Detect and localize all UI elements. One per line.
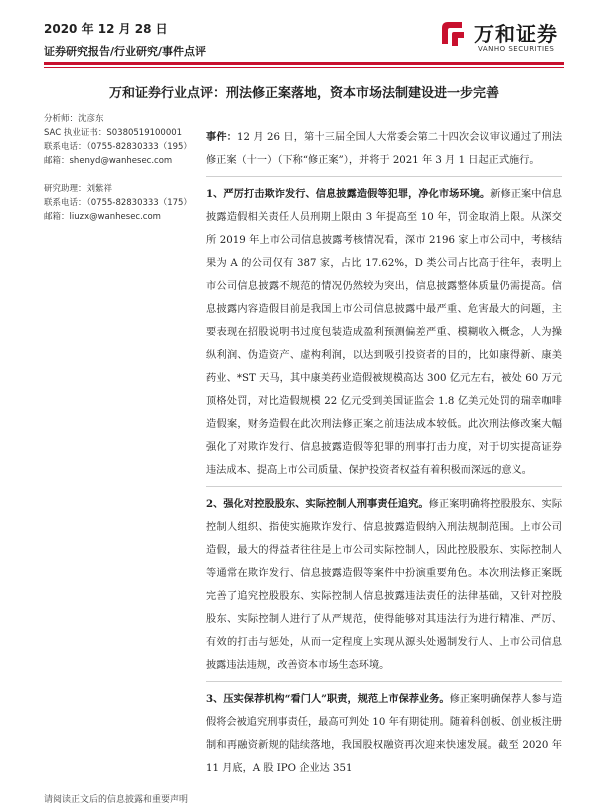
assistant-name: 研究助理：刘紫祥 (44, 184, 113, 194)
point-1-text: 新修正案中信息披露造假相关责任人员刑期上限由 3 年提高至 10 年，罚金取消上限。从深交所 2019 年上市公司信息披露考核情况看，深市 2196 家上市公司中，考核结果为 A 的公司仅有 387 家，占比 17.62%，D 类公司占比高于往年，表明上市公司信息披露不规范的情况仍然较为突出，信息披露整体质量仍需提高。信息披露内容造假目前是我国上市公司信息披露中最严重、危害最大的问题，主要表现在招股说明书过度包装造成盈利预测偏差严重、模糊收入概念，人为操纵利润、伪造资产、虚构利润，以达到吸引投资者的目的，比如康得新、康美药业、*ST 天马，其中康美药业造假被规模高达 300 亿元左右，被处 60 万元顶格处罚，对比造假规模 22 亿元受到美国证监会 1.8 亿美元处罚的瑞幸咖啡造假案，财务造假在此次刑法修正案之前违法成本较低。此次刑法修改案大幅强化了对欺诈发行、信息披露造假等犯罪的刑事打击力度，对于切实提高证券违法成本、提高上市公司质量、保护投资者权益有着积极而深远的意义。 (206, 189, 562, 476)
event-paragraph (206, 126, 562, 172)
header-rule-thin (44, 67, 564, 68)
point-2-heading: 2、强化对控股股东、实际控制人刑事责任追究。 (206, 498, 429, 510)
footer-text: 请阅读正文后的信息披露和重要声明 (44, 795, 189, 805)
analyst-phone: 联系电话：（0755-82830333（195） (44, 142, 192, 152)
divider (206, 176, 562, 177)
point-3-paragraph (206, 688, 562, 780)
event-label: 事件： (206, 131, 237, 143)
point-1-heading: 1、严厉打击欺诈发行、信息披露造假等犯罪，净化市场环境。 (206, 188, 491, 200)
brand-logo (436, 18, 566, 58)
logo-name-cn: 万和证券 (474, 22, 558, 46)
report-title: 万和证券行业点评：刑法修正案落地，资本市场法制建设进一步完善 (108, 86, 499, 101)
assistant-email: 邮箱：liuzx@wanhesec.com (44, 212, 161, 222)
report-category: 证券研究报告/行业研究/事件点评 (44, 45, 207, 58)
assistant-phone: 联系电话：（0755-82830333（175） (44, 198, 192, 208)
report-body (206, 126, 562, 780)
analyst-panel (44, 112, 194, 224)
event-text: 12 月 26 日，第十三届全国人大常委会第二十四次会议审议通过了刑法修正案（十一）（下称“修正案”），并将于 2021 年 3 月 1 日起正式施行。 (206, 132, 563, 166)
point-1-paragraph (206, 183, 562, 482)
vanho-logo-icon (436, 18, 468, 50)
analyst-cert: SAC 执业证书：S0380519100001 (44, 128, 183, 138)
point-2-paragraph (206, 493, 562, 677)
point-3-text: 修正案明确保荐人参与造假将会被追究刑事责任，最高可判处 10 年有期徒刑。随着科创板、创业板注册制和再融资新规的陆续落地，我国股权融资再次迎来快速发展。截至 2020 年 11 月底，A 股 IPO 企业达 351 (206, 694, 563, 774)
divider (206, 681, 562, 682)
point-2-text: 修正案明确将控股股东、实际控制人组织、指使实施欺诈发行、信息披露造假纳入刑法规制范围。上市公司造假，最大的得益者往往是上市公司实际控制人，因此控股股东、实际控制人等通常在欺诈发行、信息披露造假等案件中扮演重要角色。本次刑法修正案既完善了追究控股股东、实际控制人信息披露违法责任的法律基础，又针对控股股东、实际控制人进行了从严规范，使得能够对其违法行为进行精准、严厉、有效的打击与惩处，从而一定程度上实现从源头处遏制发行人、上市公司信息披露违法违规，改善资本市场生态环境。 (206, 499, 563, 671)
footer (44, 792, 264, 806)
logo-name-en: VANHO SECURITIES (478, 45, 555, 53)
report-date: 2020 年 12 月 28 日 (44, 22, 168, 36)
header-rule (44, 62, 564, 65)
report-header (44, 20, 206, 59)
analyst-email: 邮箱：shenyd@wanhesec.com (44, 156, 173, 166)
point-3-heading: 3、压实保荐机构“看门人”职责，规范上市保荐业务。 (206, 693, 450, 705)
analyst-name: 分析师：沈彦东 (44, 114, 104, 124)
divider (206, 486, 562, 487)
